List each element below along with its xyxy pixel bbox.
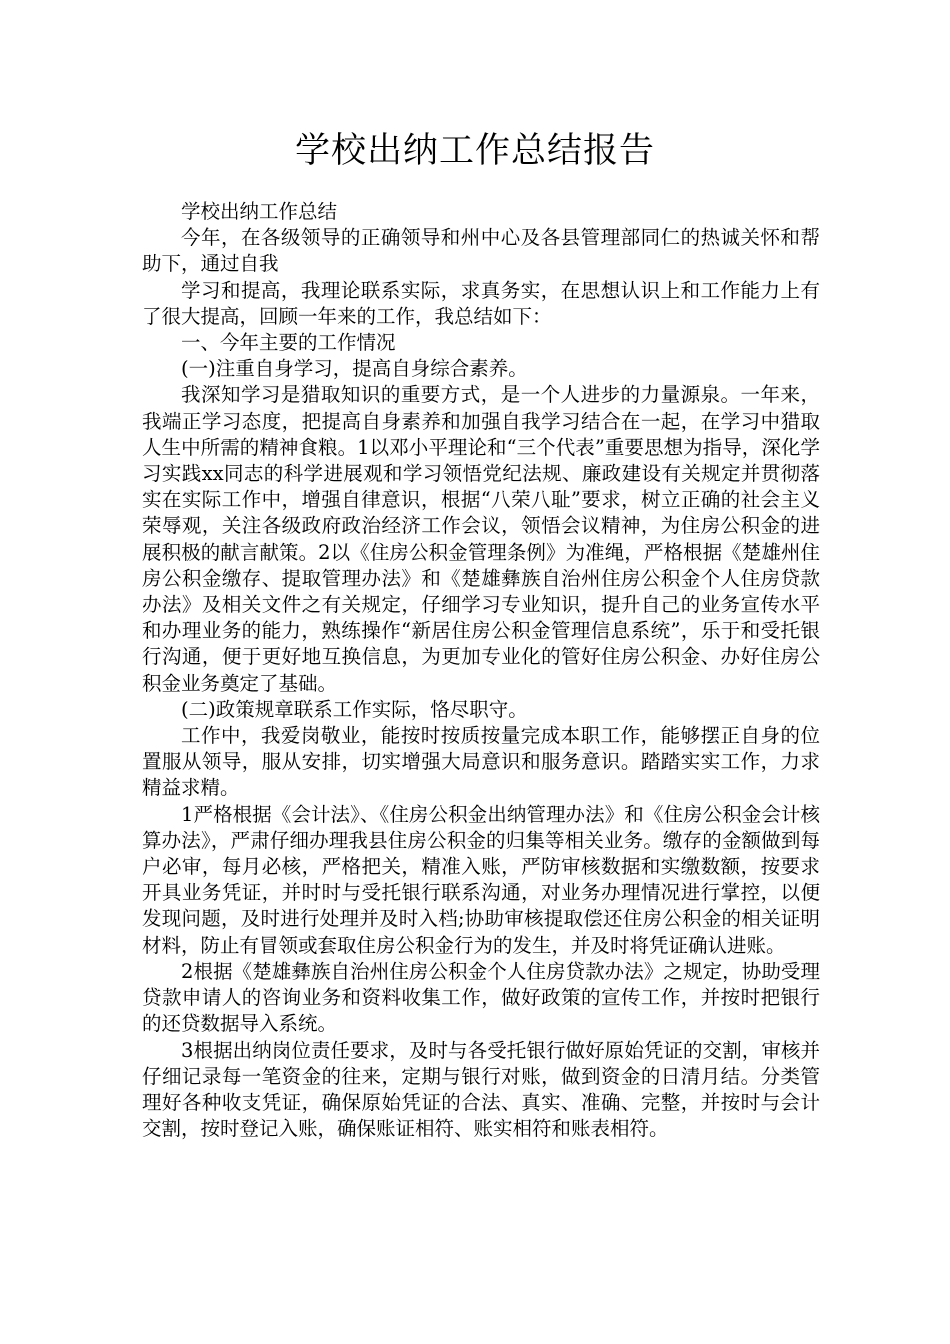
section-heading: 一、今年主要的工作情况 — [181, 331, 396, 355]
page-title: 学校出纳工作总结报告 — [294, 131, 655, 171]
paragraph-item-3: 3根据出纳岗位责任要求，及时与各受托银行做好原始凭证的交割，审核并仔细记录每一笔资金的往来，定期与银行对账，做到资金的日清月结。分类管理好各种收支凭证，确保原始凭证的合法、真实、准确、完整，并按时与会计交割，按时登记入账，确保账证相符、账实相符和账表相符。 — [142, 1038, 820, 1141]
subsection-heading-2: (二)政策规章联系工作实际，恪尽职守。 — [181, 697, 528, 721]
document-body — [142, 199, 820, 1142]
paragraph-item-2: 2根据《楚雄彝族自治州住房公积金个人住房贷款办法》之规定，协助受理贷款申请人的咨询业务和资料收集工作，做好政策的宣传工作，并按时把银行的还贷数据导入系统。 — [142, 959, 820, 1036]
paragraph-heading: 学校出纳工作总结 — [181, 200, 338, 223]
paragraph-intro: 今年，在各级领导的正确领导和州中心及各县管理部同仁的热诚关怀和帮助下，通过自我 — [142, 226, 820, 276]
paragraph-item-1: 1严格根据《会计法》、《住房公积金出纳管理办法》和《住房公积金会计核算办法》，严肃仔细办理我县住房公积金的归集等相关业务。缴存的金额做到每户必审，每月必核，严格把关，精准入账，严防审核数据和实缴数额，按要求开具业务凭证，并时时与受托银行联系沟通，对业务办理情况进行掌控，以便发现问题，及时进行处理并及时入档;协助审核提取偿还住房公积金的相关证明材料，防止有冒领或套取住房公积金行为的发生，并及时将凭证确认进账。 — [142, 802, 820, 957]
paragraph-work: 工作中，我爱岗敬业，能按时按质按量完成本职工作，能够摆正自身的位置服从领导，服从安排，切实增强大局意识和服务意识。踏踏实实工作，力求精益求精。 — [142, 724, 820, 800]
paragraph-study: 我深知学习是猎取知识的重要方式，是一个人进步的力量源泉。一年来，我端正学习态度，把提高自身素养和加强自我学习结合在一起，在学习中猎取人生中所需的精神食粮。1以邓小平理论和“三个代表”重要思想为指导，深化学习实践xx同志的科学进展观和学习领悟党纪法规、廉政建设有关规定并贯彻落实在实际工作中，增强自律意识，根据“八荣八耻”要求，树立正确的社会主义荣辱观，关注各级政府政治经济工作会议，领悟会议精神，为住房公积金的进展积极的献言献策。2以《住房公积金管理条例》为准绳，严格根据《楚雄州住房公积金缴存、提取管理办法》和《楚雄彝族自治州住房公积金个人住房贷款办法》及相关文件之有关规定，仔细学习专业知识，提升自己的业务宣传水平和办理业务的能力，熟练操作“新居住房公积金管理信息系统”，乐于和受托银行沟通，便于更好地互换信息，为更加专业化的管好住房公积金、办好住房公积金业务奠定了基础。 — [142, 383, 820, 695]
paragraph-intro-continued: 学习和提高，我理论联系实际，求真务实，在思想认识上和工作能力上有了很大提高，回顾一年来的工作，我总结如下： — [142, 278, 820, 328]
subsection-heading-1: (一)注重自身学习，提高自身综合素养。 — [181, 357, 528, 381]
